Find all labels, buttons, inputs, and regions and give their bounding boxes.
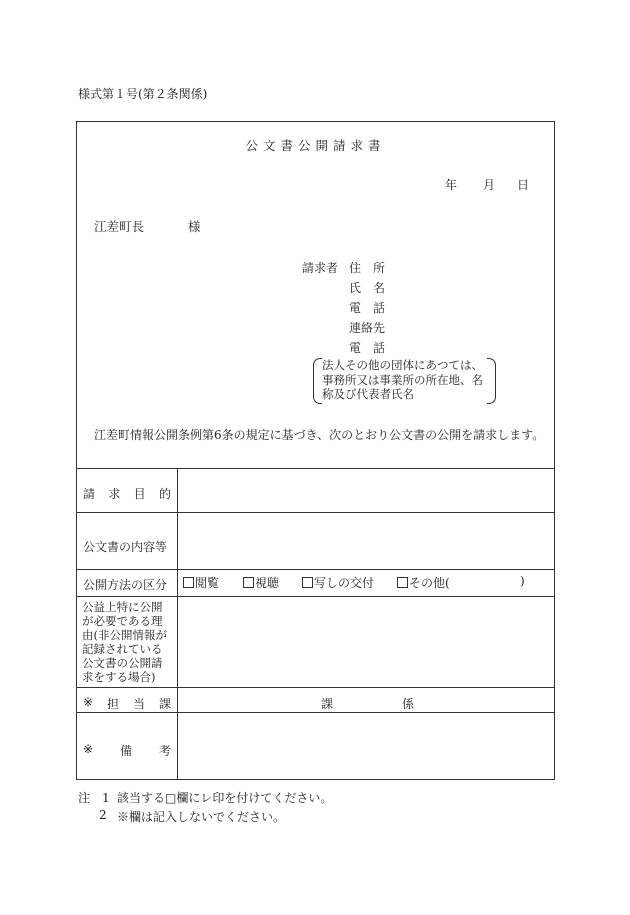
addressee-name: 江差町長 — [94, 219, 145, 234]
checkbox-icon[interactable] — [183, 577, 194, 588]
checkbox-icon[interactable] — [302, 577, 313, 588]
method-other-close: ) — [520, 574, 525, 588]
divider — [77, 596, 554, 597]
note-number: 2 — [99, 808, 107, 822]
divider — [77, 569, 554, 570]
method-option-copy[interactable]: 写しの交付 — [302, 574, 374, 591]
section-ka-label: 課 — [321, 697, 334, 711]
method-label: 公開方法の区分 — [83, 578, 168, 592]
phone-field-label: 電 話 — [349, 301, 386, 315]
remarks-label: ※ 備 考 — [83, 742, 171, 758]
date-month-label: 月 — [483, 178, 496, 192]
address-field-label: 住 所 — [349, 261, 386, 275]
corporate-note-line: 法人その他の団体にあつては、 — [322, 358, 483, 372]
note-text: 該当する□欄にレ印を付けてください。 — [117, 791, 333, 805]
divider — [77, 468, 554, 469]
checkbox-icon[interactable] — [397, 577, 408, 588]
method-option-listen[interactable]: 視聴 — [243, 574, 279, 591]
addressee-suffix: 様 — [188, 219, 201, 234]
method-option-other[interactable]: その他( — [397, 574, 450, 591]
date-day-label: 日 — [517, 178, 530, 192]
form-title: 公文書公開請求書 — [245, 138, 386, 153]
request-statement: 江差町情報公開条例第6条の規定に基づき、次のとおり公文書の公開を請求します。 — [94, 428, 545, 442]
column-divider — [177, 468, 178, 779]
corporate-note-bracket — [313, 358, 496, 404]
purpose-label: 請 求 目 的 — [83, 487, 171, 501]
method-option-view[interactable]: 閲覧 — [183, 574, 219, 591]
divider — [77, 687, 554, 688]
contact-phone-field-label: 電 話 — [349, 341, 386, 355]
date-year-label: 年 — [445, 178, 458, 192]
corporate-note-line: 称及び代表者氏名 — [322, 387, 414, 401]
request-form — [76, 121, 555, 780]
checkbox-icon[interactable] — [243, 577, 254, 588]
content-label: 公文書の内容等 — [83, 540, 168, 554]
requester-label: 請求者 — [302, 261, 339, 275]
name-field-label: 氏 名 — [349, 281, 386, 295]
divider — [77, 712, 554, 713]
note-text: ※欄は記入しないでください。 — [117, 810, 286, 824]
corporate-note-line: 事務所又は事業所の所在地、名 — [322, 372, 483, 387]
public-interest-reason-label: 公益上特に公開が必要である理由(非公開情報が記録されている公文書の公開請求をする場合) — [82, 600, 167, 684]
contact-field-label: 連絡先 — [349, 321, 386, 335]
section-label: ※ 担 当 課 — [83, 695, 171, 711]
section-kakari-label: 係 — [402, 697, 415, 711]
divider — [77, 512, 554, 513]
note-number: 注 1 — [78, 791, 110, 805]
form-number-label: 様式第１号(第２条関係) — [78, 87, 208, 101]
